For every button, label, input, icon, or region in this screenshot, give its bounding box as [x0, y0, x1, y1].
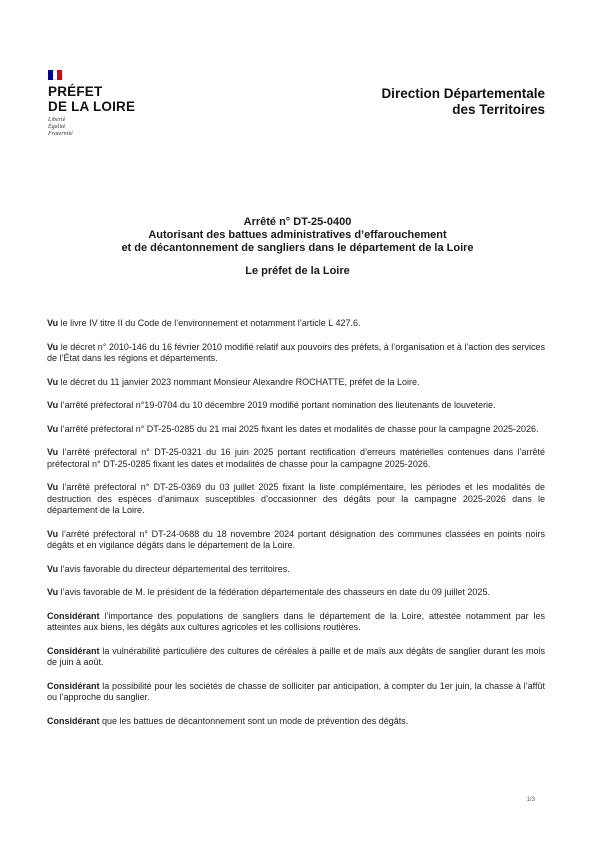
- paragraph-keyword: Vu: [47, 318, 59, 328]
- page-number: 1/3: [526, 797, 535, 803]
- body-paragraph: [47, 447, 545, 470]
- body-paragraph: [47, 564, 545, 576]
- paragraph-keyword: Vu: [47, 587, 59, 597]
- visas-considerants: [47, 318, 545, 739]
- arrete-title: [40, 216, 555, 255]
- paragraph-text: l’importance des populations de sangliers dans le département de la Loire, attestée notamment par les atteintes aux biens, les dégâts aux cultures agricoles et les collisions routières.: [47, 610, 545, 632]
- direction-line-2: des Territoires: [452, 102, 545, 117]
- arrete-subject-line-1: Autorisant des battues administratives d’effarouchement: [148, 229, 447, 241]
- paragraph-text: l’arrêté préfectoral n° DT-25-0369 du 03 juillet 2025 fixant la liste complémentaire, les périodes et les modalités de destruction des espèces d’animaux susceptibles d’occasionner des dégâts pour la campagne 2025-2026 dans le département de la Loire.: [47, 482, 545, 515]
- paragraph-keyword: Considérant: [47, 680, 100, 691]
- direction-header: [381, 86, 545, 118]
- paragraph-keyword: Vu: [47, 341, 59, 352]
- body-paragraph: [47, 482, 545, 517]
- paragraph-keyword: Considérant: [47, 715, 100, 726]
- body-paragraph: [47, 646, 545, 669]
- arrete-number: Arrêté n° DT-25-0400: [243, 216, 352, 228]
- paragraph-text: l’arrêté préfectoral n°19-0704 du 10 décembre 2019 modifié portant nomination des lieutenants de louveterie.: [58, 400, 496, 410]
- paragraph-keyword: Vu: [47, 447, 59, 457]
- body-paragraph: [47, 681, 545, 704]
- paragraph-text: le décret n° 2010-146 du 16 février 2010 modifié relatif aux pouvoirs des préfets, à l’organisation et à l’action des services de l’État dans les régions et départements.: [47, 341, 545, 363]
- paragraph-text: le décret du 11 janvier 2023 nommant Monsieur Alexandre ROCHATTE, préfet de la Loire.: [58, 376, 420, 387]
- body-paragraph: [47, 400, 545, 412]
- direction-line-1: Direction Départementale: [381, 86, 545, 101]
- marianne-flag-logo: [48, 70, 62, 80]
- paragraph-keyword: Considérant: [47, 645, 100, 656]
- paragraph-keyword: Vu: [47, 563, 59, 574]
- devise-republicaine: [48, 117, 135, 138]
- body-paragraph: [47, 318, 545, 330]
- body-paragraph: [47, 611, 545, 634]
- paragraph-keyword: Vu: [47, 482, 59, 492]
- paragraph-text: la vulnérabilité particulière des cultures de céréales à paille et de maïs aux dégâts de sanglier durant les mois de juin à août.: [47, 645, 545, 667]
- body-paragraph: [47, 587, 545, 599]
- paragraph-text: l’avis favorable de M. le président de la fédération départementale des chasseurs en date du 09 juillet 2025.: [58, 587, 490, 597]
- devise-fraternite: Fraternité: [48, 131, 73, 137]
- paragraph-text: la possibilité pour les sociétés de chasse de solliciter par anticipation, à compter du 1er juin, la chasse à l’affût ou l’approche du sanglier.: [47, 680, 545, 702]
- paragraph-keyword: Vu: [47, 400, 59, 410]
- prefet-label-line-2: DE LA LOIRE: [48, 99, 136, 114]
- paragraph-text: l’arrêté préfectoral n° DT-25-0285 du 21 mai 2025 fixant les dates et modalités de chasse pour la campagne 2025-2026.: [58, 423, 539, 434]
- prefet-label-line-1: PRÉFET: [48, 84, 103, 99]
- paragraph-text: le livre IV titre II du Code de l’environnement et notamment l’article L 427.6.: [58, 318, 361, 328]
- prefecture-logo-block: [48, 84, 135, 138]
- body-paragraph: [47, 377, 545, 389]
- body-paragraph: [47, 424, 545, 436]
- paragraph-keyword: Considérant: [47, 610, 100, 621]
- paragraph-text: l’arrêté préfectoral n° DT-25-0321 du 16 juin 2025 portant rectification d’erreurs matérielles contenues dans l’arrêté préfectoral n° DT-25-0285 fixant les dates et modalités de chasse pour la campagne 2025-2026.: [47, 447, 545, 469]
- paragraph-text: l’avis favorable du directeur départemental des territoires.: [58, 563, 290, 574]
- paragraph-keyword: Vu: [47, 528, 59, 539]
- body-paragraph: [47, 716, 545, 728]
- prefet-heading: Le préfet de la Loire: [245, 265, 350, 277]
- body-paragraph: [47, 529, 545, 552]
- paragraph-keyword: Vu: [47, 423, 59, 434]
- arrete-subject-line-2: et de décantonnement de sangliers dans le département de la Loire: [121, 242, 474, 254]
- paragraph-text: que les battues de décantonnement sont un mode de prévention des dégâts.: [99, 715, 409, 726]
- paragraph-text: l’arrêté préfectoral n° DT-24-0688 du 18 novembre 2024 portant désignation des communes classées en points noirs dégâts et en vigilance dégâts dans le département de la Loire.: [47, 528, 545, 550]
- devise-egalite: Égalité: [48, 124, 66, 130]
- paragraph-keyword: Vu: [47, 376, 59, 387]
- body-paragraph: [47, 342, 545, 365]
- devise-liberte: Liberté: [48, 117, 66, 123]
